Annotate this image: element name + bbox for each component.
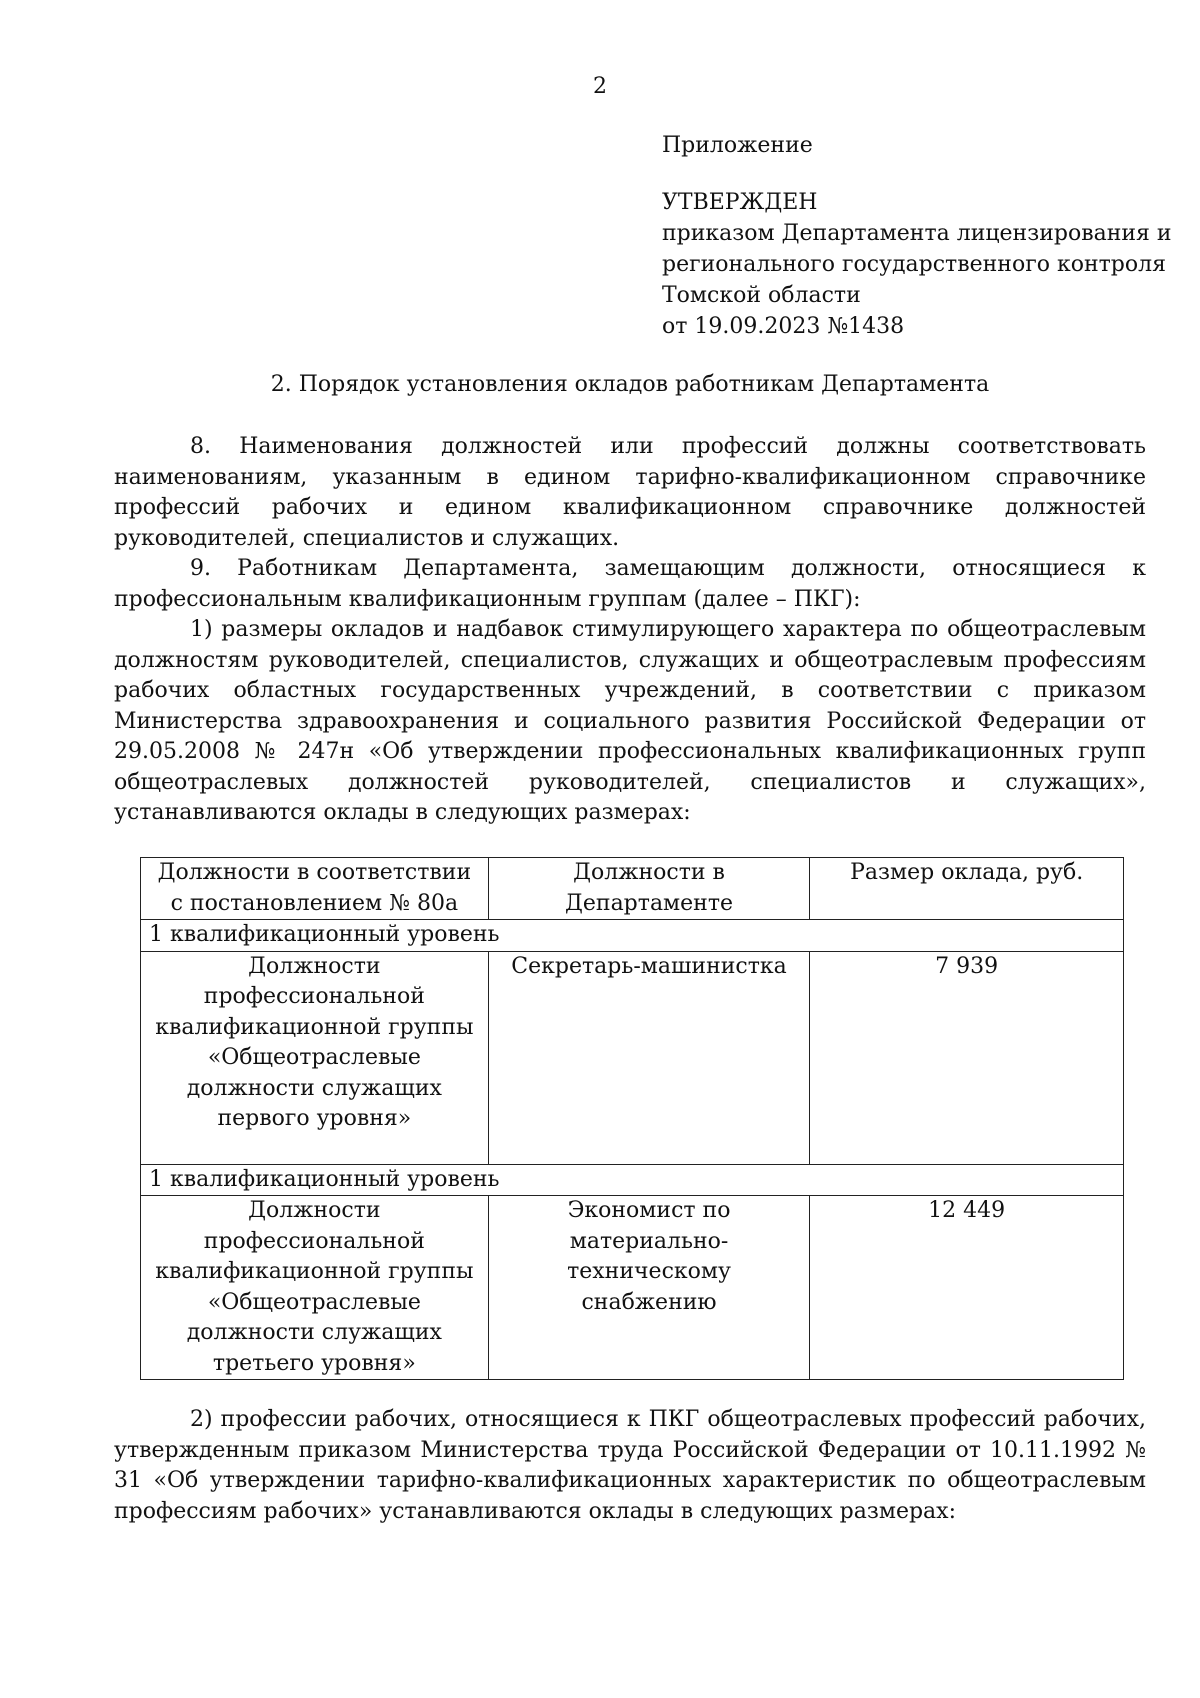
section-title: 2. Порядок установления окладов работникам Департамента (270, 372, 990, 397)
page-number: 2 (593, 74, 607, 99)
position-cell: Секретарь-машинистка (488, 951, 810, 1164)
body-text (114, 432, 1146, 829)
paragraph-9-1: 1) размеры окладов и надбавок стимулирующего характера по общеотраслевым должностям руководителей, специалистов, служащих и общеотраслевым профессиям рабочих областных государственных учреждений, в соответствии с приказом Министерства здравоохранения и социального развития Российской Федерации от 29.05.2008 № 247н «Об утверждении профессиональных квалификационных групп общеотраслевых должностей руководителей, специалистов и служащих», устанавливаются оклады в следующих размерах: (114, 617, 1146, 825)
table-level-row (141, 1164, 1124, 1196)
paragraph-8: 8. Наименования должностей или профессий должны соответствовать наименованиям, указанным в едином тарифно-квалификационном справочнике профессий рабочих и едином квалификационном справочнике должностей руководителей, специалистов и служащих. (114, 434, 1146, 551)
salary-table (140, 857, 1124, 1380)
table-row (141, 1196, 1124, 1380)
header-cell: Размер оклада, руб. (810, 858, 1124, 920)
approval-date-number: от 19.09.2023 №1438 (662, 314, 905, 339)
salary-cell: 7 939 (810, 951, 1124, 1164)
table-header-row (141, 858, 1124, 920)
table-row (141, 951, 1124, 1164)
position-cell: Экономист по материально-техническому снабжению (488, 1196, 810, 1380)
approved-label: УТВЕРЖДЕН (662, 190, 818, 215)
salary-cell: 12 449 (810, 1196, 1124, 1380)
approval-line-2: регионального государственного контроля (662, 252, 1166, 277)
approval-line-3: Томской области (662, 283, 861, 308)
qualification-level: 1 квалификационный уровень (141, 920, 1124, 952)
qualification-level: 1 квалификационный уровень (141, 1164, 1124, 1196)
pkg-cell: Должности профессиональной квалификационной группы «Общеотраслевые должности служащих третьего уровня» (141, 1196, 489, 1380)
body-text-after-table (114, 1405, 1146, 1527)
paragraph-9: 9. Работникам Департамента, замещающим должности, относящиеся к профессиональным квалификационным группам (далее – ПКГ): (114, 556, 1146, 612)
approval-block (662, 130, 1172, 342)
table-level-row (141, 920, 1124, 952)
header-cell: Должности в Департаменте (488, 858, 810, 920)
appendix-label: Приложение (662, 133, 813, 158)
header-cell: Должности в соответствии с постановлением № 80а (141, 858, 489, 920)
approval-line-1: приказом Департамента лицензирования и (662, 221, 1172, 246)
paragraph-9-2: 2) профессии рабочих, относящиеся к ПКГ общеотраслевых профессий рабочих, утвержденным приказом Министерства труда Российской Федерации от 10.11.1992 № 31 «Об утверждении тарифно-квалификационных характеристик по общеотраслевым профессиям рабочих» устанавливаются оклады в следующих размерах: (114, 1407, 1146, 1524)
pkg-cell: Должности профессиональной квалификационной группы «Общеотраслевые должности служащих первого уровня» (141, 951, 489, 1164)
